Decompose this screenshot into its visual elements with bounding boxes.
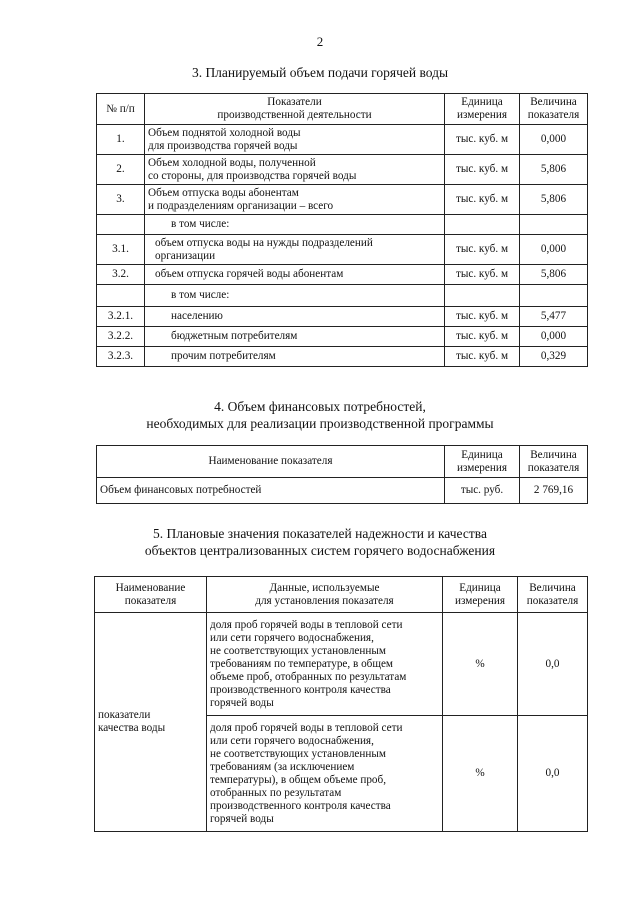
header-name: Наименование показателя bbox=[97, 446, 445, 478]
row-num: 3.2. bbox=[97, 265, 145, 285]
row-value: 0,0 bbox=[518, 613, 588, 716]
table-row bbox=[95, 613, 588, 716]
table-row bbox=[97, 285, 588, 307]
row-value bbox=[520, 215, 588, 235]
row-unit: тыс. руб. bbox=[445, 478, 520, 504]
row-unit: тыс. куб. м bbox=[445, 327, 520, 347]
row-num: 3. bbox=[97, 185, 145, 215]
header-num: № п/п bbox=[97, 94, 145, 125]
row-name: в том числе: bbox=[145, 215, 445, 235]
row-num: 2. bbox=[97, 155, 145, 185]
row-num: 3.2.2. bbox=[97, 327, 145, 347]
table-header-row bbox=[95, 577, 588, 613]
row-name: прочим потребителям bbox=[145, 347, 445, 367]
financial-needs-table bbox=[96, 445, 588, 504]
row-unit: тыс. куб. м bbox=[445, 125, 520, 155]
table-row bbox=[97, 265, 588, 285]
row-name: бюджетным потребителям bbox=[145, 327, 445, 347]
row-num: 3.2.1. bbox=[97, 307, 145, 327]
header-value: Величина показателя bbox=[520, 446, 588, 478]
row-value: 2 769,16 bbox=[520, 478, 588, 504]
row-value: 0,000 bbox=[520, 327, 588, 347]
row-name: населению bbox=[145, 307, 445, 327]
header-name: Наименование показателя bbox=[95, 577, 207, 613]
table-row bbox=[97, 347, 588, 367]
table-row bbox=[97, 185, 588, 215]
header-value: Величина показателя bbox=[518, 577, 588, 613]
header-unit: Единица измерения bbox=[445, 446, 520, 478]
row-unit bbox=[445, 285, 520, 307]
row-name: Объем поднятой холодной воды для производства горячей воды bbox=[145, 125, 445, 155]
row-name: Объем холодной воды, полученной со стороны, для производства горячей воды bbox=[145, 155, 445, 185]
row-unit: % bbox=[443, 716, 518, 832]
table-header-row bbox=[97, 446, 588, 478]
row-unit: тыс. куб. м bbox=[445, 155, 520, 185]
reliability-quality-table bbox=[94, 576, 588, 832]
row-unit: % bbox=[443, 613, 518, 716]
section4-title: 4. Объем финансовых потребностей, необходимых для реализации производственной программы bbox=[146, 399, 494, 431]
row-num: 1. bbox=[97, 125, 145, 155]
row-unit: тыс. куб. м bbox=[445, 347, 520, 367]
section3-title: 3. Планируемый объем подачи горячей воды bbox=[191, 65, 449, 80]
row-name: в том числе: bbox=[145, 285, 445, 307]
row-num: 3.2.3. bbox=[97, 347, 145, 367]
table-row bbox=[97, 215, 588, 235]
row-value: 0,0 bbox=[518, 716, 588, 832]
row-num bbox=[97, 215, 145, 235]
row-value: 5,806 bbox=[520, 155, 588, 185]
row-name: Объем отпуска воды абонентам и подразделениям организации – всего bbox=[145, 185, 445, 215]
header-value: Величина показателя bbox=[520, 94, 588, 125]
row-data: доля проб горячей воды в тепловой сети или сети горячего водоснабжения, не соответствующих установленным требованиям (за исключением температуры), в общем объеме проб, отобранных по результатам производственного контроля качества горячей воды bbox=[207, 716, 443, 832]
row-value: 0,329 bbox=[520, 347, 588, 367]
row-name: объем отпуска воды на нужды подразделений организации bbox=[145, 235, 445, 265]
header-data: Данные, используемые для установления показателя bbox=[207, 577, 443, 613]
table-row bbox=[97, 125, 588, 155]
row-value: 5,806 bbox=[520, 185, 588, 215]
row-value bbox=[520, 285, 588, 307]
row-unit: тыс. куб. м bbox=[445, 307, 520, 327]
table-row bbox=[97, 478, 588, 504]
row-unit: тыс. куб. м bbox=[445, 265, 520, 285]
row-value: 5,477 bbox=[520, 307, 588, 327]
row-unit bbox=[445, 215, 520, 235]
header-unit: Единица измерения bbox=[443, 577, 518, 613]
planned-volume-table bbox=[96, 93, 588, 367]
row-value: 5,806 bbox=[520, 265, 588, 285]
row-unit: тыс. куб. м bbox=[445, 185, 520, 215]
header-unit: Единица измерения bbox=[445, 94, 520, 125]
header-indicator: Показатели производственной деятельности bbox=[145, 94, 445, 125]
row-num bbox=[97, 285, 145, 307]
table-row bbox=[97, 307, 588, 327]
row-value: 0,000 bbox=[520, 125, 588, 155]
group-name: показатели качества воды bbox=[95, 613, 207, 832]
row-num: 3.1. bbox=[97, 235, 145, 265]
row-unit: тыс. куб. м bbox=[445, 235, 520, 265]
table-row bbox=[97, 327, 588, 347]
section5-title: 5. Плановые значения показателей надежности и качества объектов централизованных систем горячего водоснабжения bbox=[144, 526, 496, 558]
table-row bbox=[97, 155, 588, 185]
row-data: доля проб горячей воды в тепловой сети или сети горячего водоснабжения, не соответствующих установленным требованиям по температуре, в общем объеме проб, отобранных по результатам производственного контроля качества горячей воды bbox=[207, 613, 443, 716]
table-row bbox=[97, 235, 588, 265]
row-name: Объем финансовых потребностей bbox=[97, 478, 445, 504]
page-number: 2 bbox=[316, 34, 324, 49]
row-value: 0,000 bbox=[520, 235, 588, 265]
table-header-row bbox=[97, 94, 588, 125]
row-name: объем отпуска горячей воды абонентам bbox=[145, 265, 445, 285]
